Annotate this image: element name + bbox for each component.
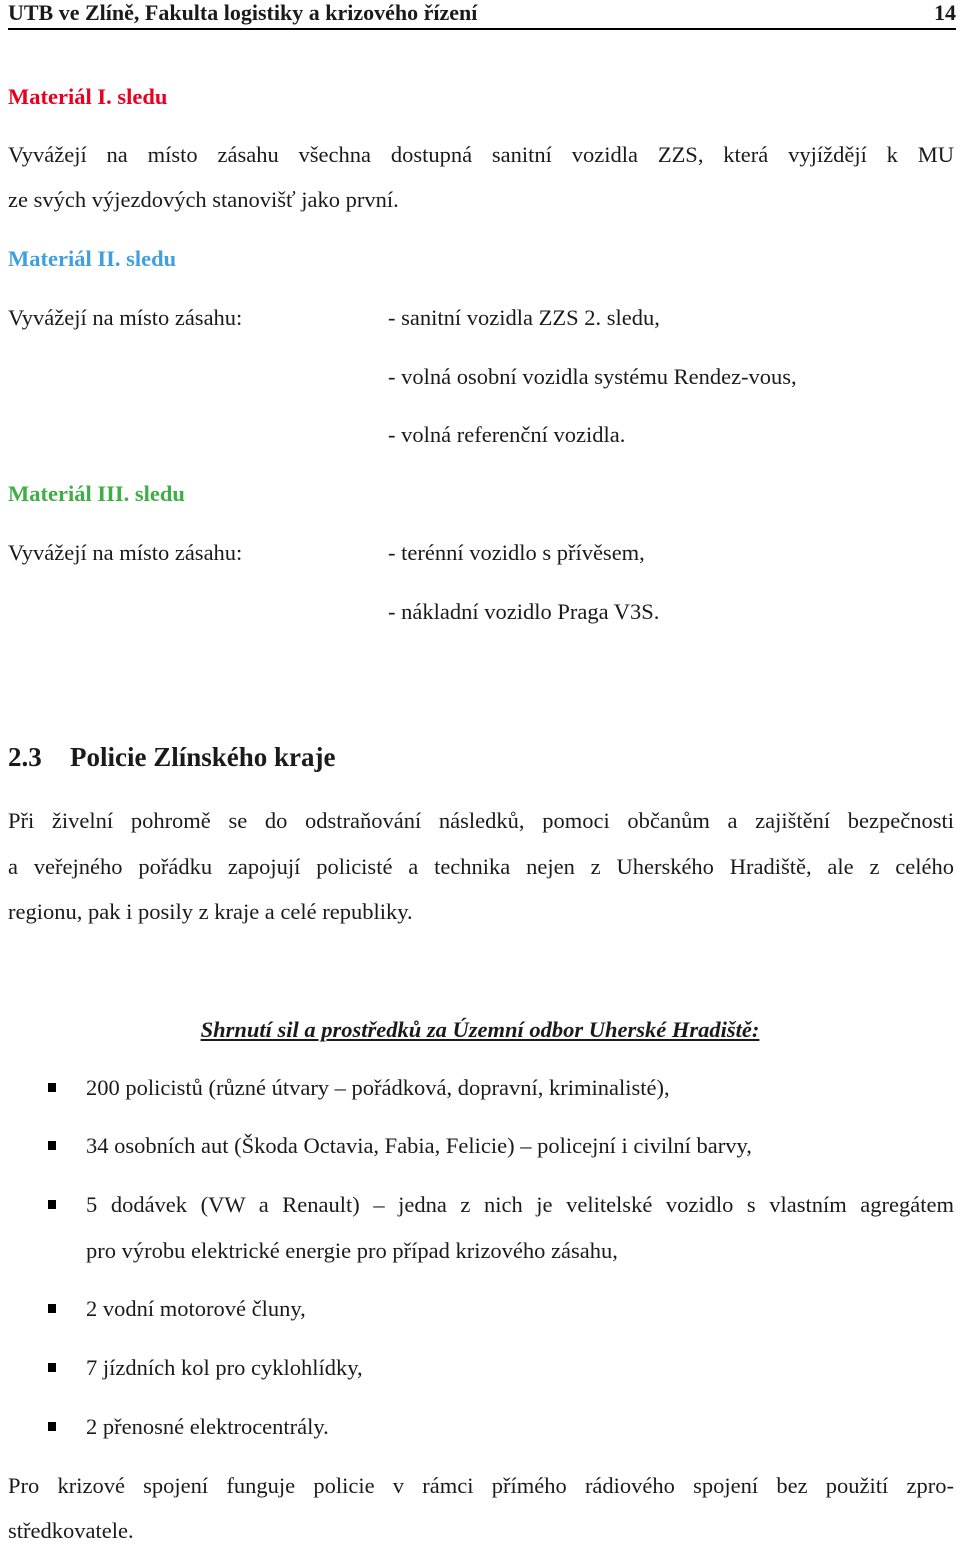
summary-bullet: 2 přenosné elektrocentrály.: [86, 1414, 329, 1439]
material2-label: Vyvážejí na místo zásahu:: [8, 305, 243, 330]
page-header: [8, 0, 956, 30]
material3-label: Vyvážejí na místo zásahu:: [8, 540, 243, 565]
section-number: 2.3: [8, 742, 42, 772]
section-heading: [8, 741, 336, 773]
bullet-square-icon: [48, 1304, 56, 1313]
header-title: UTB ve Zlíně, Fakulta logistiky a krizového řízení: [8, 0, 478, 25]
material3-item: - nákladní vozidlo Praga V3S.: [388, 599, 660, 624]
section-para-line: a veřejného pořádku zapojují policisté a technika nejen z Uherského Hradiště, ale z celého: [8, 854, 954, 879]
summary-bullet: 34 osobních aut (Škoda Octavia, Fabia, Felicie) – policejní i civilní barvy,: [86, 1133, 752, 1158]
summary-bullet: 7 jízdních kol pro cyklohlídky,: [86, 1355, 363, 1380]
summary-bullet: 5 dodávek (VW a Renault) – jedna z nich je velitelské vozidlo s vlastním agregátem: [86, 1192, 954, 1217]
page-number: 14: [934, 0, 956, 25]
material2-item: - sanitní vozidla ZZS 2. sledu,: [388, 305, 660, 330]
material2-heading: Materiál II. sledu: [8, 246, 177, 271]
bullet-square-icon: [48, 1083, 56, 1092]
section-para-line: regionu, pak i posily z kraje a celé republiky.: [8, 899, 413, 924]
bullet-square-icon: [48, 1200, 56, 1209]
bullet-square-icon: [48, 1141, 56, 1150]
summary-bullet-continuation: pro výrobu elektrické energie pro případ krizového zásahu,: [86, 1238, 618, 1263]
material1-line2: ze svých výjezdových stanovišť jako první.: [8, 187, 399, 212]
bullet-square-icon: [48, 1363, 56, 1372]
closing-line1: Pro krizové spojení funguje policie v rámci přímého rádiového spojení bez použití zpro-: [8, 1473, 954, 1498]
material1-line1: Vyvážejí na místo zásahu všechna dostupná sanitní vozidla ZZS, která vyjíždějí k MU: [8, 142, 954, 167]
summary-title: Shrnutí sil a prostředků za Územní odbor Uherské Hradiště:: [200, 1017, 760, 1042]
material3-item: - terénní vozidlo s přívěsem,: [388, 540, 645, 565]
material2-item: - volná osobní vozidla systému Rendez-vous,: [388, 364, 797, 389]
summary-bullet: 200 policistů (různé útvary – pořádková, dopravní, kriminalisté),: [86, 1075, 670, 1100]
material1-heading: Materiál I. sledu: [8, 84, 168, 109]
material3-heading: Materiál III. sledu: [8, 481, 185, 506]
section-title: Policie Zlínského kraje: [70, 742, 336, 772]
closing-line2: středkovatele.: [8, 1518, 134, 1543]
summary-bullet: 2 vodní motorové čluny,: [86, 1296, 306, 1321]
bullet-square-icon: [48, 1422, 56, 1431]
material2-item: - volná referenční vozidla.: [388, 422, 626, 447]
section-para-line: Při živelní pohromě se do odstraňování následků, pomoci občanům a zajištění bezpečnosti: [8, 808, 954, 833]
